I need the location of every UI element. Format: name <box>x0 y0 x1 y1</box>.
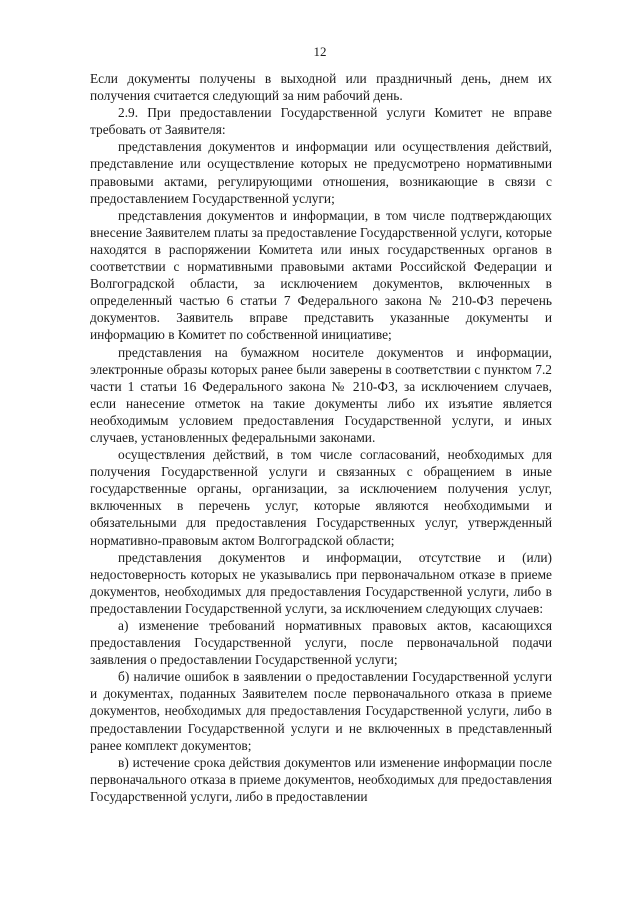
paragraph: представления документов и информации, отсутствие и (или) недостоверность которых не указывались при первоначальном отказе в приеме документов, необходимых для предоставления Государственной услуги, либо в предоставлении Государственной услуги, за исключением следующих случаев: <box>90 549 552 616</box>
paragraph: б) наличие ошибок в заявлении о предоставлении Государственной услуги и документах, поданных Заявителем после первоначального отказа в приеме документов, необходимых для предоставления Государственной услуги, либо в предоставлении Государственной услуги и не включенных в представленный ранее комплект документов; <box>90 669 552 753</box>
paragraph: представления документов и информации или осуществления действий, представление или осуществление которых не предусмотрено нормативными правовыми актами, регулирующими отношения, возникающие в связи с предоставлением Государственной услуги; <box>90 139 552 206</box>
paragraph: а) изменение требований нормативных правовых актов, касающихся предоставления Государственной услуги, после первоначальной подачи заявления о предоставлении Государственной услуги; <box>90 618 552 668</box>
paragraph: 2.9. При предоставлении Государственной услуги Комитет не вправе требовать от Заявителя: <box>90 105 552 138</box>
paragraph: представления на бумажном носителе документов и информации, электронные образы которых ранее были заверены в соответствии с пунктом 7.2 части 1 статьи 16 Федерального закона № 210-ФЗ, за исключением случаев, если нанесение отметок на такие документы либо их изъятие является необходимым условием предоставления Государственной услуги, и иных случаев, установленных федеральными законами. <box>90 344 552 445</box>
paragraph: Если документы получены в выходной или праздничный день, днем их получения считается следующий за ним рабочий день. <box>90 71 552 104</box>
paragraph: в) истечение срока действия документов или изменение информации после первоначального отказа в приеме документов, необходимых для предоставления Государственной услуги, либо в предоставлении <box>90 754 552 804</box>
paragraph: осуществления действий, в том числе согласований, необходимых для получения Государственной услуги и связанных с обращением в иные государственные органы, организации, за исключением получения услуг, включенных в перечень услуг, которые являются необходимыми и обязательными для предоставления Государственных услуг, утвержденный нормативно-правовым актом Волгоградской области; <box>90 447 552 548</box>
paragraph: представления документов и информации, в том числе подтверждающих внесение Заявителем платы за предоставление Государственной услуги, которые находятся в распоряжении Комитета или иных государственных органов в соответствии с нормативными правовыми актами Российской Федерации и Волгоградской области, за исключением документов, включенных в определенный частью 6 статьи 7 Федерального закона № 210-ФЗ перечень документов. Заявитель вправе представить указанные документы и информацию в Комитет по собственной инициативе; <box>90 207 552 343</box>
page-number: 12 <box>313 44 327 59</box>
document-body <box>90 70 552 805</box>
